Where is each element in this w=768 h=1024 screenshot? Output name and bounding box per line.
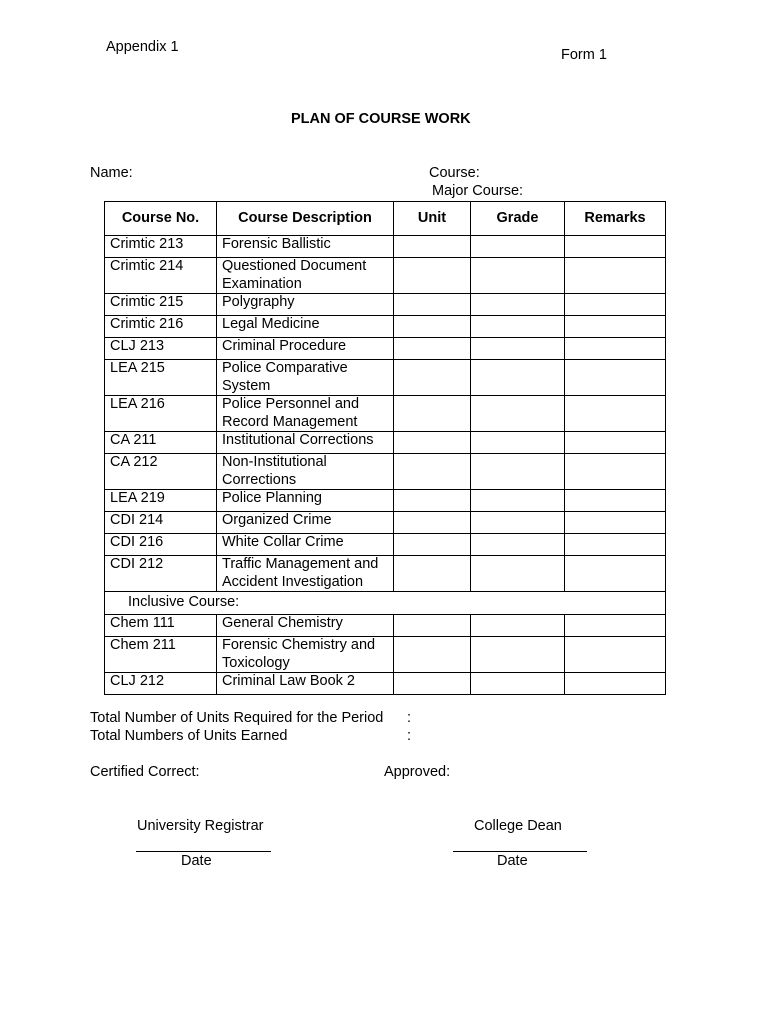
- grade-cell: [471, 637, 565, 673]
- total-earned-colon: :: [407, 728, 412, 744]
- course-no: CLJ 212: [105, 673, 217, 695]
- remarks-cell: [565, 637, 666, 673]
- course-no: CA 212: [105, 454, 217, 490]
- course-label: Course:: [429, 165, 480, 181]
- grade-cell: [471, 258, 565, 294]
- table-row: [105, 360, 666, 396]
- course-desc: Police Planning: [217, 490, 394, 512]
- col-header-description: Course Description: [217, 202, 394, 236]
- course-no: Crimtic 214: [105, 258, 217, 294]
- grade-cell: [471, 673, 565, 695]
- total-earned-label: Total Numbers of Units Earned: [90, 728, 288, 744]
- grade-cell: [471, 294, 565, 316]
- grade-cell: [471, 534, 565, 556]
- course-desc: Non-Institutional Corrections: [217, 454, 394, 490]
- remarks-cell: [565, 294, 666, 316]
- remarks-cell: [565, 556, 666, 592]
- course-no: LEA 216: [105, 396, 217, 432]
- appendix-label: Appendix 1: [106, 39, 179, 55]
- col-header-unit: Unit: [394, 202, 471, 236]
- grade-cell: [471, 316, 565, 338]
- grade-cell: [471, 360, 565, 396]
- course-no: CA 211: [105, 432, 217, 454]
- course-no: CLJ 213: [105, 338, 217, 360]
- remarks-cell: [565, 360, 666, 396]
- dean-date-label: Date: [497, 853, 528, 869]
- course-no: Chem 211: [105, 637, 217, 673]
- course-desc: Organized Crime: [217, 512, 394, 534]
- table-row: [105, 490, 666, 512]
- course-desc: Criminal Procedure: [217, 338, 394, 360]
- course-no: CDI 214: [105, 512, 217, 534]
- grade-cell: [471, 396, 565, 432]
- course-desc: Traffic Management and Accident Investigation: [217, 556, 394, 592]
- table-row: [105, 615, 666, 637]
- course-no: Chem 111: [105, 615, 217, 637]
- remarks-cell: [565, 490, 666, 512]
- unit-cell: [394, 236, 471, 258]
- course-no: CDI 216: [105, 534, 217, 556]
- unit-cell: [394, 673, 471, 695]
- remarks-cell: [565, 338, 666, 360]
- course-desc: Institutional Corrections: [217, 432, 394, 454]
- grade-cell: [471, 615, 565, 637]
- grade-cell: [471, 556, 565, 592]
- unit-cell: [394, 512, 471, 534]
- course-no: Crimtic 216: [105, 316, 217, 338]
- remarks-cell: [565, 432, 666, 454]
- grade-cell: [471, 490, 565, 512]
- course-desc: Polygraphy: [217, 294, 394, 316]
- remarks-cell: [565, 316, 666, 338]
- remarks-cell: [565, 236, 666, 258]
- col-header-course-no: Course No.: [105, 202, 217, 236]
- name-label: Name:: [90, 165, 133, 181]
- major-course-label: Major Course:: [432, 183, 524, 199]
- table-row: [105, 534, 666, 556]
- course-desc: Questioned Document Examination: [217, 258, 394, 294]
- col-header-remarks: Remarks: [565, 202, 666, 236]
- remarks-cell: [565, 258, 666, 294]
- course-desc: Legal Medicine: [217, 316, 394, 338]
- table-row: [105, 556, 666, 592]
- total-required-colon: :: [407, 710, 412, 726]
- unit-cell: [394, 432, 471, 454]
- course-desc: White Collar Crime: [217, 534, 394, 556]
- page-title: PLAN OF COURSE WORK: [291, 111, 471, 127]
- certified-correct-label: Certified Correct:: [90, 764, 200, 780]
- approved-label: Approved:: [384, 764, 451, 780]
- course-no: Crimtic 215: [105, 294, 217, 316]
- remarks-cell: [565, 396, 666, 432]
- unit-cell: [394, 454, 471, 490]
- table-row: [105, 432, 666, 454]
- grade-cell: [471, 236, 565, 258]
- course-desc: Police Personnel and Record Management: [217, 396, 394, 432]
- registrar-name: University Registrar: [137, 818, 264, 834]
- course-no: CDI 212: [105, 556, 217, 592]
- table-row: [105, 338, 666, 360]
- unit-cell: [394, 294, 471, 316]
- remarks-cell: [565, 454, 666, 490]
- grade-cell: [471, 454, 565, 490]
- unit-cell: [394, 258, 471, 294]
- table-row: [105, 673, 666, 695]
- unit-cell: [394, 316, 471, 338]
- course-desc: Forensic Chemistry and Toxicology: [217, 637, 394, 673]
- table-row: [105, 258, 666, 294]
- table-row: [105, 396, 666, 432]
- unit-cell: [394, 490, 471, 512]
- unit-cell: [394, 360, 471, 396]
- course-no: LEA 219: [105, 490, 217, 512]
- grade-cell: [471, 338, 565, 360]
- course-desc: Police Comparative System: [217, 360, 394, 396]
- table-row: [105, 294, 666, 316]
- table-row: [105, 316, 666, 338]
- table-header-row: [105, 202, 666, 236]
- total-required-label: Total Number of Units Required for the Period: [90, 710, 384, 726]
- dean-signature-line: [453, 851, 587, 852]
- form-label: Form 1: [561, 47, 607, 63]
- registrar-signature-line: [136, 851, 271, 852]
- unit-cell: [394, 556, 471, 592]
- registrar-date-label: Date: [181, 853, 212, 869]
- unit-cell: [394, 396, 471, 432]
- unit-cell: [394, 338, 471, 360]
- table-row: [105, 236, 666, 258]
- dean-name: College Dean: [474, 818, 562, 834]
- table-row: [105, 454, 666, 490]
- remarks-cell: [565, 512, 666, 534]
- unit-cell: [394, 615, 471, 637]
- course-no: LEA 215: [105, 360, 217, 396]
- inclusive-course-label: Inclusive Course:: [105, 592, 666, 615]
- course-table: [104, 201, 666, 695]
- remarks-cell: [565, 534, 666, 556]
- table-row: [105, 637, 666, 673]
- inclusive-course-row: [105, 592, 666, 615]
- unit-cell: [394, 534, 471, 556]
- course-desc: Forensic Ballistic: [217, 236, 394, 258]
- unit-cell: [394, 637, 471, 673]
- table-row: [105, 512, 666, 534]
- course-desc: General Chemistry: [217, 615, 394, 637]
- grade-cell: [471, 432, 565, 454]
- course-no: Crimtic 213: [105, 236, 217, 258]
- col-header-grade: Grade: [471, 202, 565, 236]
- remarks-cell: [565, 673, 666, 695]
- remarks-cell: [565, 615, 666, 637]
- course-desc: Criminal Law Book 2: [217, 673, 394, 695]
- grade-cell: [471, 512, 565, 534]
